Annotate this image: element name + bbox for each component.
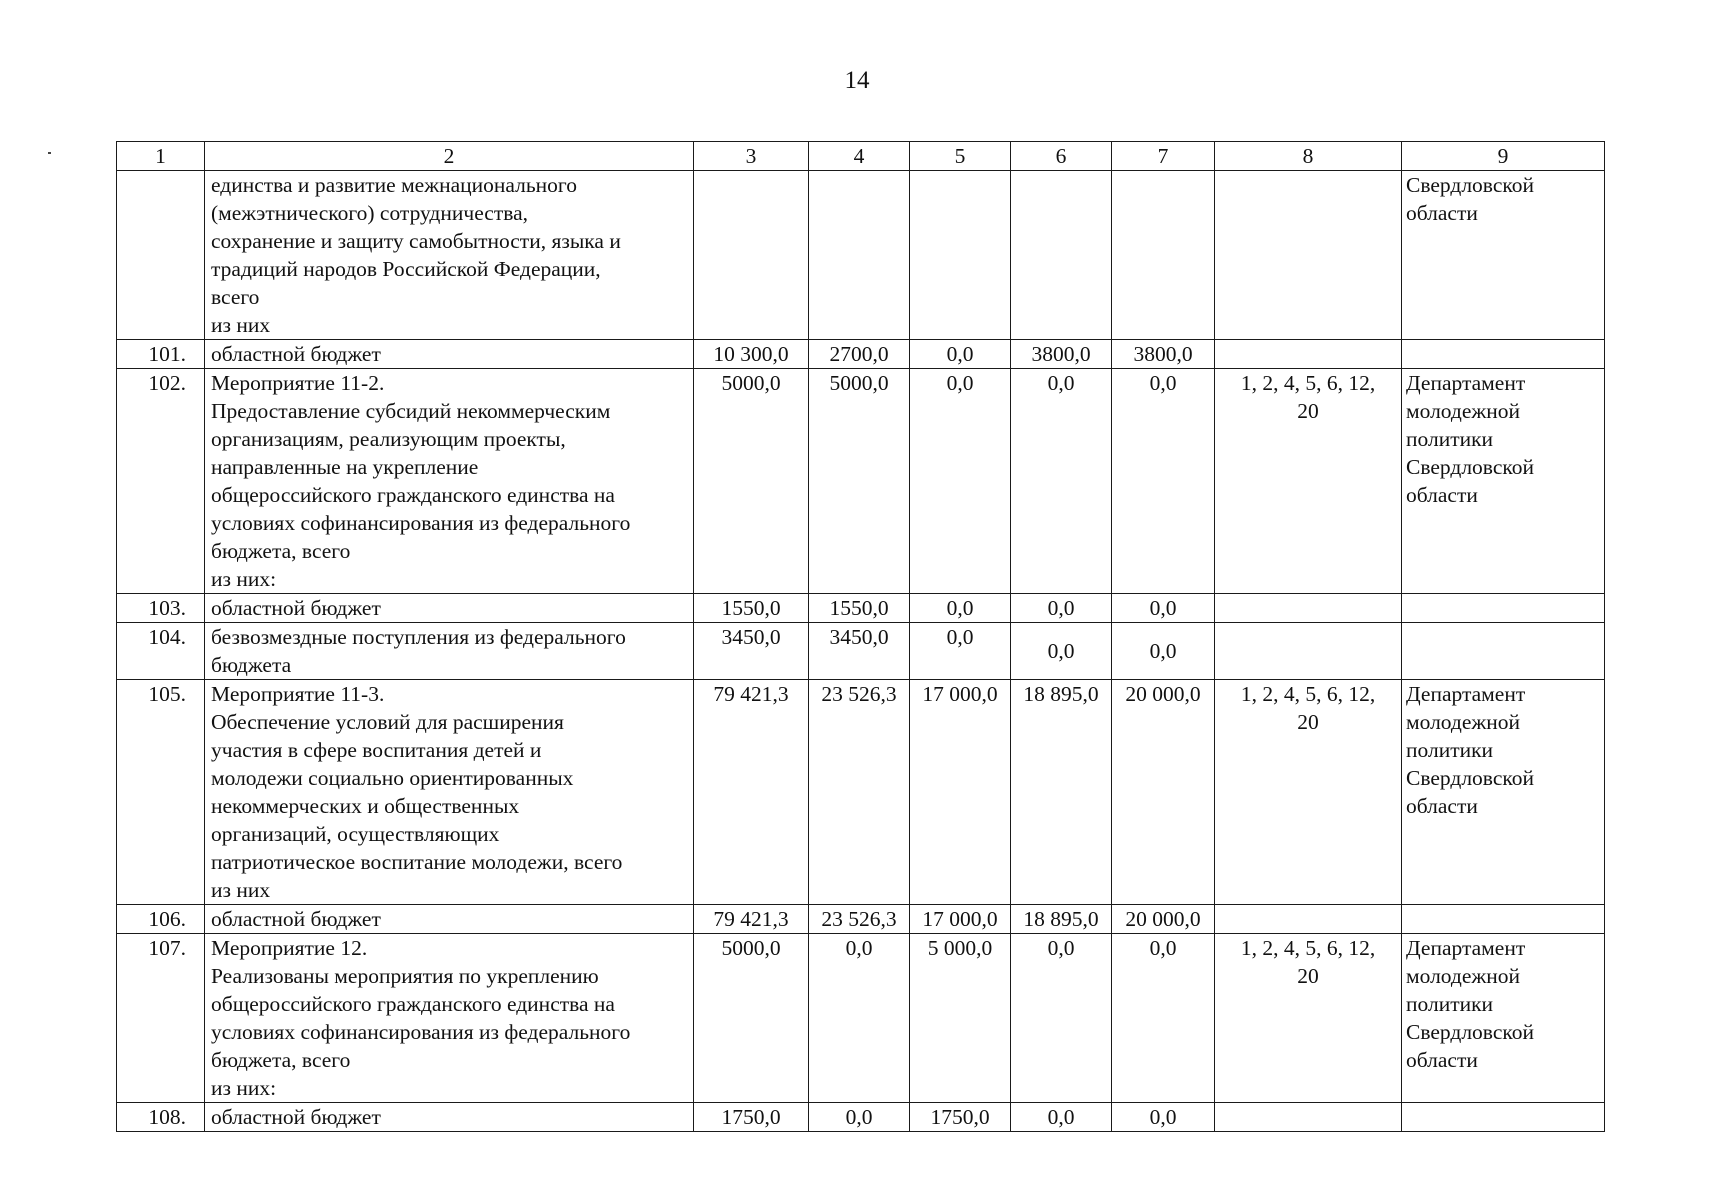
cell-total: 5000,0 (694, 934, 809, 1103)
cell-targets: 1, 2, 4, 5, 6, 12, 20 (1215, 934, 1402, 1103)
cell-responsible (1402, 594, 1605, 623)
cell-year-4: 0,0 (1112, 594, 1215, 623)
cell-year-3: 18 895,0 (1011, 905, 1112, 934)
scan-speck (48, 152, 51, 154)
cell-year-4: 0,0 (1112, 623, 1215, 680)
cell-total (694, 171, 809, 340)
cell-targets (1215, 1103, 1402, 1132)
cell-year-3 (1011, 171, 1112, 340)
table-row (117, 594, 1605, 623)
cell-year-3: 0,0 (1011, 1103, 1112, 1132)
row-number: 107. (117, 934, 205, 1103)
cell-year-3: 18 895,0 (1011, 680, 1112, 905)
cell-year-2: 1750,0 (910, 1103, 1011, 1132)
column-header-3: 3 (694, 142, 809, 171)
table-row (117, 340, 1605, 369)
cell-year-3: 0,0 (1011, 623, 1112, 680)
cell-year-4: 0,0 (1112, 1103, 1215, 1132)
column-header-9: 9 (1402, 142, 1605, 171)
cell-targets (1215, 340, 1402, 369)
cell-total: 10 300,0 (694, 340, 809, 369)
cell-year-2: 0,0 (910, 623, 1011, 680)
cell-year-4: 20 000,0 (1112, 905, 1215, 934)
cell-year-4: 20 000,0 (1112, 680, 1215, 905)
cell-year-3: 0,0 (1011, 934, 1112, 1103)
row-number: 104. (117, 623, 205, 680)
cell-year-1: 5000,0 (809, 369, 910, 594)
cell-total: 1550,0 (694, 594, 809, 623)
cell-total: 79 421,3 (694, 680, 809, 905)
cell-year-1: 0,0 (809, 934, 910, 1103)
cell-total: 5000,0 (694, 369, 809, 594)
budget-table (116, 141, 1605, 1132)
cell-responsible: Департамент молодежной политики Свердловской области (1402, 680, 1605, 905)
row-description: безвозмездные поступления из федерального бюджета (205, 623, 694, 680)
cell-responsible: Департамент молодежной политики Свердловской области (1402, 369, 1605, 594)
cell-year-1: 1550,0 (809, 594, 910, 623)
cell-year-4: 3800,0 (1112, 340, 1215, 369)
row-number: 106. (117, 905, 205, 934)
cell-total: 3450,0 (694, 623, 809, 680)
row-number: 108. (117, 1103, 205, 1132)
table-row (117, 1103, 1605, 1132)
column-header-5: 5 (910, 142, 1011, 171)
cell-responsible: Свердловской области (1402, 171, 1605, 340)
cell-responsible: Департамент молодежной политики Свердловской области (1402, 934, 1605, 1103)
row-description: Мероприятие 11-3. Обеспечение условий для расширения участия в сфере воспитания детей и молодежи социально ориентированных некоммерческих и общественных организаций, осуществляющих патриотическое воспитание молодежи, всего из них (205, 680, 694, 905)
row-number: 103. (117, 594, 205, 623)
cell-total: 1750,0 (694, 1103, 809, 1132)
cell-responsible (1402, 340, 1605, 369)
cell-targets (1215, 905, 1402, 934)
table-row (117, 680, 1605, 905)
row-number: 101. (117, 340, 205, 369)
column-header-7: 7 (1112, 142, 1215, 171)
row-description: областной бюджет (205, 1103, 694, 1132)
cell-year-1 (809, 171, 910, 340)
cell-year-4 (1112, 171, 1215, 340)
row-description: областной бюджет (205, 340, 694, 369)
cell-targets (1215, 594, 1402, 623)
cell-year-2 (910, 171, 1011, 340)
cell-targets: 1, 2, 4, 5, 6, 12, 20 (1215, 680, 1402, 905)
cell-year-1: 3450,0 (809, 623, 910, 680)
column-header-8: 8 (1215, 142, 1402, 171)
cell-year-1: 2700,0 (809, 340, 910, 369)
row-description: областной бюджет (205, 905, 694, 934)
row-description: Мероприятие 12. Реализованы мероприятия по укреплению общероссийского гражданского единства на условиях софинансирования из федерального бюджета, всего из них: (205, 934, 694, 1103)
column-header-1: 1 (117, 142, 205, 171)
table-row (117, 369, 1605, 594)
cell-year-1: 0,0 (809, 1103, 910, 1132)
row-number: 102. (117, 369, 205, 594)
cell-year-4: 0,0 (1112, 934, 1215, 1103)
cell-year-4: 0,0 (1112, 369, 1215, 594)
cell-year-2: 0,0 (910, 340, 1011, 369)
cell-year-2: 0,0 (910, 369, 1011, 594)
row-description: областной бюджет (205, 594, 694, 623)
cell-year-2: 17 000,0 (910, 680, 1011, 905)
page-number: 14 (844, 67, 870, 94)
cell-targets: 1, 2, 4, 5, 6, 12, 20 (1215, 369, 1402, 594)
column-header-4: 4 (809, 142, 910, 171)
cell-year-1: 23 526,3 (809, 905, 910, 934)
cell-year-2: 0,0 (910, 594, 1011, 623)
row-description: Мероприятие 11-2. Предоставление субсидий некоммерческим организациям, реализующим проекты, направленные на укрепление общероссийского гражданского единства на условиях софинансирования из федерального бюджета, всего из них: (205, 369, 694, 594)
table-row (117, 623, 1605, 680)
cell-year-3: 0,0 (1011, 369, 1112, 594)
cell-year-3: 3800,0 (1011, 340, 1112, 369)
cell-targets (1215, 623, 1402, 680)
row-number: 105. (117, 680, 205, 905)
table-row (117, 934, 1605, 1103)
cell-targets (1215, 171, 1402, 340)
cell-year-2: 17 000,0 (910, 905, 1011, 934)
row-number (117, 171, 205, 340)
cell-responsible (1402, 905, 1605, 934)
cell-year-1: 23 526,3 (809, 680, 910, 905)
column-header-2: 2 (205, 142, 694, 171)
cell-responsible (1402, 1103, 1605, 1132)
column-header-6: 6 (1011, 142, 1112, 171)
cell-responsible (1402, 623, 1605, 680)
column-number-row (117, 142, 1605, 171)
table-row (117, 171, 1605, 340)
row-description: единства и развитие межнационального (межэтнического) сотрудничества, сохранение и защиту самобытности, языка и традиций народов Российской Федерации, всего из них (205, 171, 694, 340)
cell-year-2: 5 000,0 (910, 934, 1011, 1103)
table-row (117, 905, 1605, 934)
cell-year-3: 0,0 (1011, 594, 1112, 623)
cell-total: 79 421,3 (694, 905, 809, 934)
